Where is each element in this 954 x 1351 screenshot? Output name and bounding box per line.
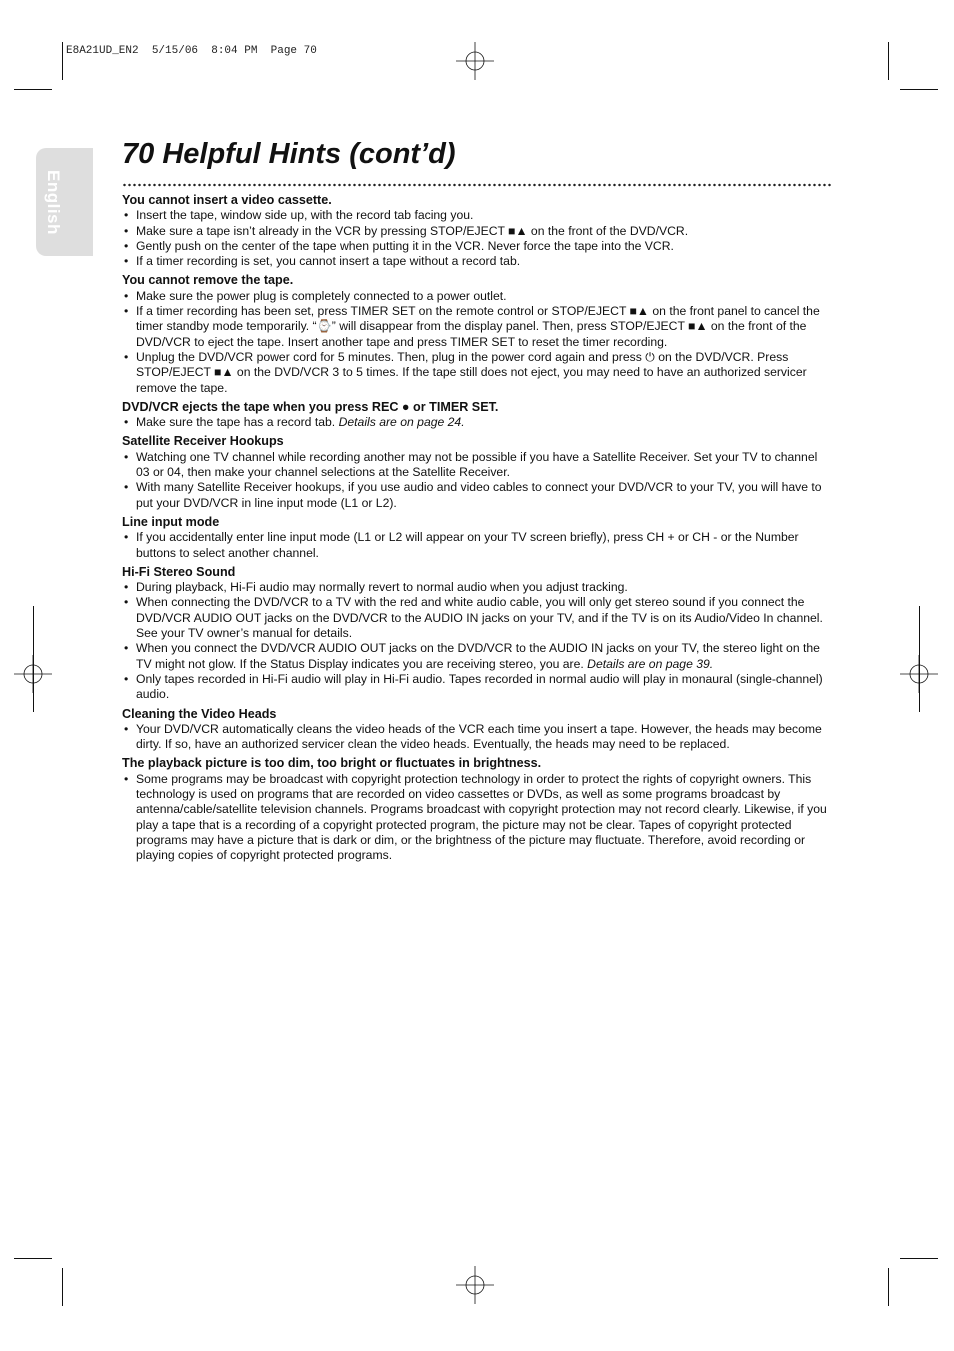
- hint-list: [122, 208, 830, 269]
- list-item: [122, 224, 830, 239]
- hint-list: [122, 289, 830, 396]
- page-reference-note: Details are on page 24.: [338, 415, 465, 430]
- list-item-text: Some programs may be broadcast with copyright protection technology in order to protect the rights of copyright owners. This technology is used on programs that are recorded on video cassettes or DVDs, as well as some programs broadcast by antenna/cable/satellite television channels. Programs broadcast with copyright protection may not record clearly. Likewise, if you play a tape that is a recording of a copyright protected program, the picture may not be clear. Tapes of copyright protected programs may have a picture that is dark or dim, or the brightness of the picture may fluctuate. Therefore, avoid recording or playing copies of copyright protected programs.: [136, 771, 827, 863]
- crop-mark: [888, 42, 889, 80]
- hint-list: [122, 450, 830, 511]
- registration-mark-icon: [456, 1266, 494, 1304]
- hint-list: [122, 722, 830, 753]
- hint-section: [122, 515, 830, 561]
- list-item: [122, 530, 830, 561]
- list-item-text: Watching one TV channel while recording another may not be possible if you have a Satellite Receiver. Set your TV to channel 03 or 04, then make your channel selections at the Satellite Receiver.: [136, 449, 818, 480]
- language-tab-label: English: [44, 170, 63, 235]
- crop-mark: [14, 1258, 52, 1259]
- list-item-text: If a timer recording has been set, press TIMER SET on the remote control or STOP/EJECT ■▲ on the front panel to cancel the timer standby mode temporarily. “⌚” will disappear from the display panel. Then, press STOP/EJECT ■▲ on the front of the DVD/VCR to eject the tape. Insert another tape and press TIMER SET to reset the timer recording.: [136, 304, 820, 349]
- page-reference-note: Details are on page 39.: [587, 656, 714, 671]
- page-title: 70 Helpful Hints (cont’d): [122, 138, 456, 170]
- crop-mark: [14, 89, 52, 90]
- list-item-text: If a timer recording is set, you cannot insert a tape without a record tab.: [136, 254, 521, 269]
- section-heading: Line input mode: [122, 514, 220, 529]
- list-item: [122, 580, 830, 595]
- list-item: [122, 722, 830, 753]
- list-item: [122, 672, 830, 703]
- crop-mark: [62, 42, 63, 80]
- list-item: [122, 304, 830, 350]
- list-item-text: Insert the tape, window side up, with the record tab facing you.: [136, 208, 474, 223]
- crop-mark: [919, 606, 920, 712]
- list-item-text: Unplug the DVD/VCR power cord for 5 minutes. Then, plug in the power cord again and press ⏻ on the DVD/VCR. Press STOP/EJECT ■▲ on the DVD/VCR 3 to 5 times. If the tape still does not eject, you may need to have an authorized servicer remove the tape.: [136, 349, 807, 395]
- hint-list: [122, 530, 830, 561]
- crop-mark: [900, 89, 938, 90]
- print-slug: E8A21UD_EN2 5/15/06 8:04 PM Page 70: [66, 45, 317, 57]
- section-heading: DVD/VCR ejects the tape when you press REC ● or TIMER SET.: [122, 399, 499, 414]
- list-item: [122, 254, 830, 269]
- hint-section: [122, 565, 830, 703]
- list-item-text: Make sure a tape isn’t already in the VCR by pressing STOP/EJECT ■▲ on the front of the DVD/VCR.: [136, 223, 689, 238]
- list-item: [122, 208, 830, 223]
- list-item: [122, 480, 830, 511]
- list-item: [122, 239, 830, 254]
- list-item: [122, 595, 830, 641]
- list-item: [122, 772, 830, 864]
- crop-mark: [900, 1258, 938, 1259]
- hint-list: [122, 580, 830, 702]
- list-item-text: When you connect the DVD/VCR AUDIO OUT jacks on the DVD/VCR to the AUDIO IN jacks on your TV, the stereo light on the TV might not glow. If the Status Display indicates you are receiving stereo, you are.: [136, 641, 820, 671]
- section-heading: You cannot remove the tape.: [122, 273, 294, 288]
- list-item-text: Only tapes recorded in Hi-Fi audio will play in Hi-Fi audio. Tapes recorded in normal audio will play in monaural (single-channel) audio.: [136, 671, 823, 702]
- list-item-text: Gently push on the center of the tape when putting it in the VCR. Never force the tape into the VCR.: [136, 238, 674, 253]
- list-item-text: When connecting the DVD/VCR to a TV with the red and white audio cable, you will only get stereo sound if you connect the DVD/VCR AUDIO OUT jacks on the DVD/VCR to the AUDIO IN jacks on your TV, and if the TV is on its Audio/Video In channel. See your TV owner’s manual for details.: [136, 595, 823, 641]
- hint-section: [122, 273, 830, 395]
- section-heading: Cleaning the Video Heads: [122, 706, 277, 721]
- registration-mark-icon: [456, 42, 494, 80]
- hint-list: [122, 772, 830, 864]
- section-heading: Satellite Receiver Hookups: [122, 434, 284, 449]
- hint-section: [122, 756, 830, 863]
- list-item: [122, 415, 830, 430]
- title-dotted-rule: [122, 183, 832, 187]
- list-item-text: During playback, Hi-Fi audio may normally revert to normal audio when you adjust tracking.: [136, 580, 628, 595]
- list-item-text: Make sure the power plug is completely connected to a power outlet.: [136, 288, 507, 303]
- section-heading: You cannot insert a video cassette.: [122, 193, 332, 207]
- list-item-text: If you accidentally enter line input mode (L1 or L2 will appear on your TV screen briefly), press CH + or CH - or the Number buttons to select another channel.: [136, 530, 799, 560]
- crop-mark: [62, 1268, 63, 1306]
- list-item-text: Your DVD/VCR automatically cleans the video heads of the VCR each time you insert a tape. However, the heads may become dirty. If so, have an authorized servicer clean the video heads. Eventually, the heads may need to be replaced.: [136, 721, 822, 752]
- hint-section: [122, 434, 830, 510]
- hints-content: [122, 193, 830, 867]
- crop-mark: [33, 606, 34, 712]
- section-heading: The playback picture is too dim, too bright or fluctuates in brightness.: [122, 756, 542, 771]
- hint-section: [122, 707, 830, 753]
- list-item-text: Make sure the tape has a record tab.: [136, 415, 339, 430]
- list-item: [122, 350, 830, 396]
- hint-section: [122, 400, 830, 431]
- list-item: [122, 289, 830, 304]
- list-item-text: With many Satellite Receiver hookups, if you use audio and video cables to connect your DVD/VCR to your TV, you will have to put your DVD/VCR in line input mode (L1 or L2).: [136, 480, 822, 510]
- hint-list: [122, 415, 830, 430]
- crop-mark: [888, 1268, 889, 1306]
- section-heading: Hi-Fi Stereo Sound: [122, 564, 236, 579]
- hint-section: [122, 193, 830, 269]
- list-item: [122, 450, 830, 481]
- list-item: [122, 641, 830, 672]
